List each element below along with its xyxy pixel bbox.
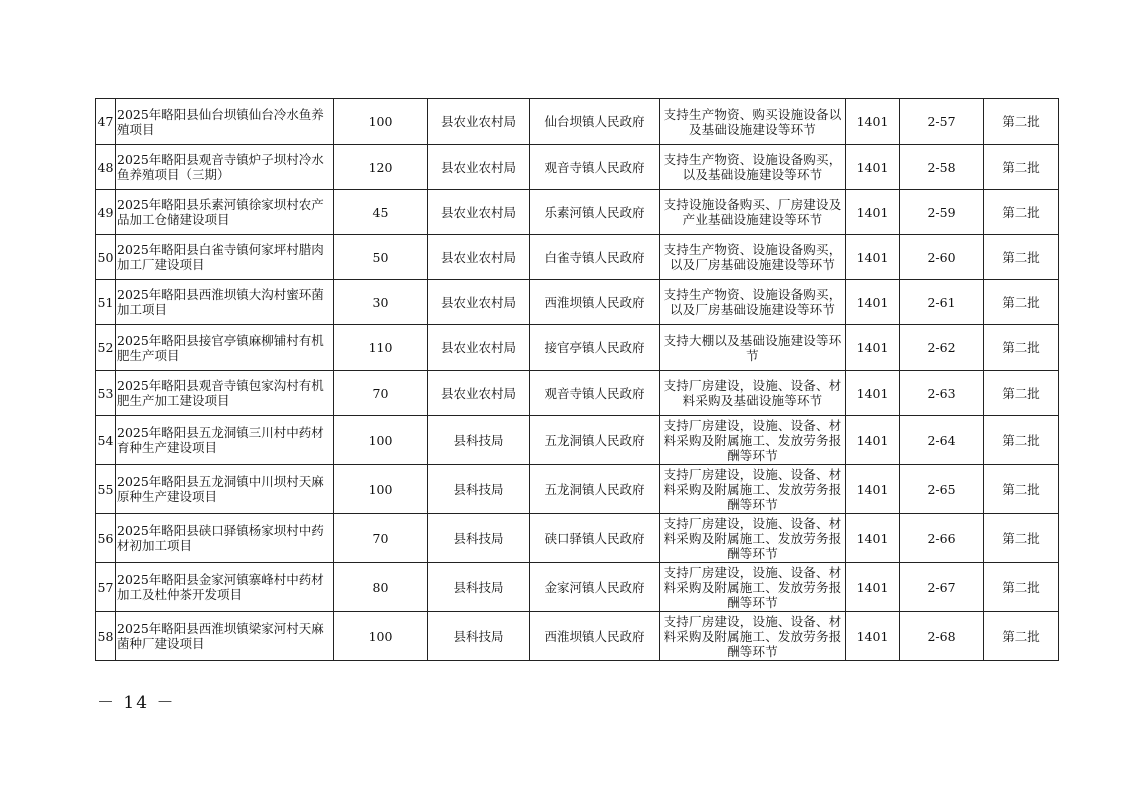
project-reference: 2-57 — [900, 99, 984, 145]
support-scope: 支持生产物资、设施设备购买，以及厂房基础设施建设等环节 — [660, 235, 846, 280]
support-scope: 支持生产物资、设施设备购买，以及基础设施建设等环节 — [660, 145, 846, 190]
row-number: 51 — [96, 280, 116, 325]
table-body — [96, 99, 1059, 661]
budget-code: 1401 — [846, 280, 900, 325]
table-row — [96, 514, 1059, 563]
responsible-department: 县农业农村局 — [428, 325, 530, 371]
implementing-unit: 仙台坝镇人民政府 — [530, 99, 660, 145]
batch-label: 第二批 — [984, 235, 1059, 280]
table-row — [96, 145, 1059, 190]
responsible-department: 县科技局 — [428, 612, 530, 661]
budget-code: 1401 — [846, 190, 900, 235]
budget-code: 1401 — [846, 465, 900, 514]
support-scope: 支持厂房建设，设施、设备、材料采购及附属施工、发放劳务报酬等环节 — [660, 612, 846, 661]
implementing-unit: 金家河镇人民政府 — [530, 563, 660, 612]
table-row — [96, 563, 1059, 612]
project-amount: 100 — [334, 99, 428, 145]
project-name: 2025年略阳县西淮坝镇梁家河村天麻菌种厂建设项目 — [116, 612, 334, 661]
support-scope: 支持厂房建设，设施、设备、材料采购及基础设施等环节 — [660, 371, 846, 416]
batch-label: 第二批 — [984, 99, 1059, 145]
table-row — [96, 416, 1059, 465]
project-reference: 2-63 — [900, 371, 984, 416]
project-amount: 70 — [334, 514, 428, 563]
row-number: 54 — [96, 416, 116, 465]
project-reference: 2-60 — [900, 235, 984, 280]
project-amount: 100 — [334, 465, 428, 514]
support-scope: 支持生产物资、设施设备购买，以及厂房基础设施建设等环节 — [660, 280, 846, 325]
implementing-unit: 白雀寺镇人民政府 — [530, 235, 660, 280]
row-number: 55 — [96, 465, 116, 514]
project-name: 2025年略阳县仙台坝镇仙台冷水鱼养殖项目 — [116, 99, 334, 145]
budget-code: 1401 — [846, 99, 900, 145]
page-number: － 14 － — [97, 693, 176, 713]
project-name: 2025年略阳县接官亭镇麻柳铺村有机肥生产项目 — [116, 325, 334, 371]
responsible-department: 县农业农村局 — [428, 235, 530, 280]
implementing-unit: 西淮坝镇人民政府 — [530, 612, 660, 661]
project-name: 2025年略阳县乐素河镇徐家坝村农产品加工仓储建设项目 — [116, 190, 334, 235]
row-number: 53 — [96, 371, 116, 416]
budget-code: 1401 — [846, 514, 900, 563]
row-number: 50 — [96, 235, 116, 280]
responsible-department: 县农业农村局 — [428, 145, 530, 190]
project-name: 2025年略阳县硖口驿镇杨家坝村中药材初加工项目 — [116, 514, 334, 563]
project-amount: 110 — [334, 325, 428, 371]
batch-label: 第二批 — [984, 465, 1059, 514]
budget-code: 1401 — [846, 612, 900, 661]
support-scope: 支持厂房建设，设施、设备、材料采购及附属施工、发放劳务报酬等环节 — [660, 465, 846, 514]
responsible-department: 县农业农村局 — [428, 99, 530, 145]
responsible-department: 县农业农村局 — [428, 371, 530, 416]
project-reference: 2-68 — [900, 612, 984, 661]
budget-code: 1401 — [846, 371, 900, 416]
table-row — [96, 465, 1059, 514]
project-reference: 2-65 — [900, 465, 984, 514]
project-reference: 2-59 — [900, 190, 984, 235]
budget-code: 1401 — [846, 145, 900, 190]
support-scope: 支持生产物资、购买设施设备以及基础设施建设等环节 — [660, 99, 846, 145]
project-amount: 80 — [334, 563, 428, 612]
budget-code: 1401 — [846, 563, 900, 612]
implementing-unit: 接官亭镇人民政府 — [530, 325, 660, 371]
batch-label: 第二批 — [984, 280, 1059, 325]
project-name: 2025年略阳县白雀寺镇何家坪村腊肉加工厂建设项目 — [116, 235, 334, 280]
responsible-department: 县科技局 — [428, 465, 530, 514]
project-reference: 2-67 — [900, 563, 984, 612]
row-number: 56 — [96, 514, 116, 563]
project-amount: 120 — [334, 145, 428, 190]
responsible-department: 县科技局 — [428, 563, 530, 612]
batch-label: 第二批 — [984, 514, 1059, 563]
batch-label: 第二批 — [984, 325, 1059, 371]
table-row — [96, 325, 1059, 371]
project-table — [95, 98, 1059, 661]
project-amount: 30 — [334, 280, 428, 325]
support-scope: 支持厂房建设，设施、设备、材料采购及附属施工、发放劳务报酬等环节 — [660, 514, 846, 563]
responsible-department: 县科技局 — [428, 514, 530, 563]
implementing-unit: 西淮坝镇人民政府 — [530, 280, 660, 325]
project-reference: 2-66 — [900, 514, 984, 563]
implementing-unit: 五龙洞镇人民政府 — [530, 416, 660, 465]
project-name: 2025年略阳县观音寺镇包家沟村有机肥生产加工建设项目 — [116, 371, 334, 416]
batch-label: 第二批 — [984, 563, 1059, 612]
support-scope: 支持厂房建设，设施、设备、材料采购及附属施工、发放劳务报酬等环节 — [660, 416, 846, 465]
implementing-unit: 五龙洞镇人民政府 — [530, 465, 660, 514]
responsible-department: 县农业农村局 — [428, 280, 530, 325]
batch-label: 第二批 — [984, 416, 1059, 465]
support-scope: 支持设施设备购买、厂房建设及产业基础设施建设等环节 — [660, 190, 846, 235]
project-amount: 45 — [334, 190, 428, 235]
responsible-department: 县农业农村局 — [428, 190, 530, 235]
project-name: 2025年略阳县观音寺镇炉子坝村冷水鱼养殖项目（三期） — [116, 145, 334, 190]
implementing-unit: 硖口驿镇人民政府 — [530, 514, 660, 563]
project-amount: 50 — [334, 235, 428, 280]
table-row — [96, 612, 1059, 661]
project-amount: 100 — [334, 416, 428, 465]
budget-code: 1401 — [846, 416, 900, 465]
row-number: 49 — [96, 190, 116, 235]
table-row — [96, 235, 1059, 280]
project-amount: 100 — [334, 612, 428, 661]
project-amount: 70 — [334, 371, 428, 416]
project-reference: 2-62 — [900, 325, 984, 371]
implementing-unit: 观音寺镇人民政府 — [530, 371, 660, 416]
row-number: 52 — [96, 325, 116, 371]
row-number: 47 — [96, 99, 116, 145]
implementing-unit: 观音寺镇人民政府 — [530, 145, 660, 190]
budget-code: 1401 — [846, 235, 900, 280]
table-row — [96, 371, 1059, 416]
batch-label: 第二批 — [984, 145, 1059, 190]
support-scope: 支持厂房建设，设施、设备、材料采购及附属施工、发放劳务报酬等环节 — [660, 563, 846, 612]
support-scope: 支持大棚以及基础设施建设等环节 — [660, 325, 846, 371]
row-number: 57 — [96, 563, 116, 612]
row-number: 58 — [96, 612, 116, 661]
table-row — [96, 280, 1059, 325]
project-reference: 2-58 — [900, 145, 984, 190]
implementing-unit: 乐素河镇人民政府 — [530, 190, 660, 235]
budget-code: 1401 — [846, 325, 900, 371]
table-row — [96, 99, 1059, 145]
batch-label: 第二批 — [984, 190, 1059, 235]
batch-label: 第二批 — [984, 371, 1059, 416]
table-row — [96, 190, 1059, 235]
project-name: 2025年略阳县五龙洞镇三川村中药材育种生产建设项目 — [116, 416, 334, 465]
responsible-department: 县科技局 — [428, 416, 530, 465]
project-name: 2025年略阳县金家河镇寨峰村中药材加工及杜仲茶开发项目 — [116, 563, 334, 612]
row-number: 48 — [96, 145, 116, 190]
project-reference: 2-61 — [900, 280, 984, 325]
project-name: 2025年略阳县五龙洞镇中川坝村天麻原种生产建设项目 — [116, 465, 334, 514]
batch-label: 第二批 — [984, 612, 1059, 661]
project-reference: 2-64 — [900, 416, 984, 465]
project-name: 2025年略阳县西淮坝镇大沟村蜜环菌加工项目 — [116, 280, 334, 325]
